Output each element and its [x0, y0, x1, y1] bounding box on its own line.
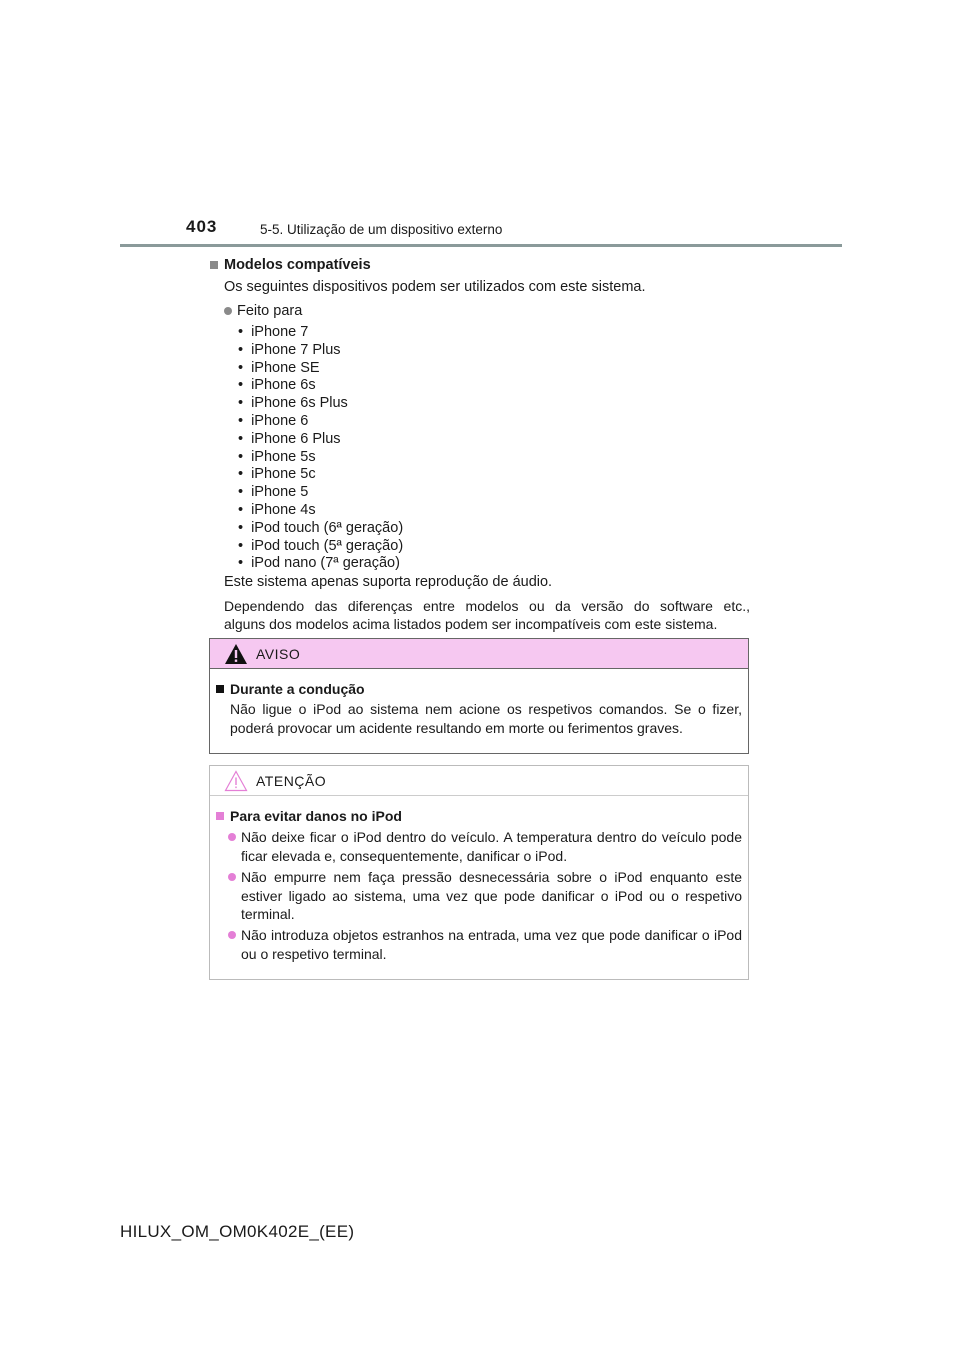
- caution-bullet-text: Não empurre nem faça pressão desnecessária sobre o iPod enquanto este estiver ligado ao sistema, uma vez que pode danificar o iPod ou o respetivo terminal.: [241, 869, 742, 923]
- list-item: • iPhone 6 Plus: [238, 431, 750, 449]
- compat-note-line: Dependendo das diferenças entre modelos ou da versão do software etc.,: [224, 598, 750, 615]
- warning-box: [209, 638, 749, 754]
- caution-heading-text: Para evitar danos no iPod: [230, 808, 402, 824]
- caution-bullet: [216, 828, 742, 865]
- caution-box-body: [210, 796, 748, 963]
- round-bullet-icon: [228, 873, 236, 881]
- list-item: • iPhone 6s Plus: [238, 395, 750, 413]
- device-list: [210, 324, 750, 573]
- caution-box-header: [210, 766, 748, 796]
- section-heading: [210, 255, 750, 275]
- warning-label: AVISO: [256, 645, 301, 662]
- list-item: • iPhone 5: [238, 484, 750, 502]
- page-number: 403: [186, 217, 218, 236]
- caution-label: ATENÇÃO: [256, 772, 327, 789]
- caution-bullet: [216, 926, 742, 963]
- round-bullet-icon: [228, 931, 236, 939]
- list-item: • iPhone 5c: [238, 466, 750, 484]
- list-item: • iPhone 6s: [238, 377, 750, 395]
- caution-heading: [216, 807, 742, 825]
- compat-note-line: alguns dos modelos acima listados podem ser incompatíveis com este sistema.: [224, 616, 718, 633]
- header-rule: [120, 244, 842, 247]
- made-for-label: Feito para: [237, 303, 303, 319]
- compat-note: [210, 597, 750, 633]
- list-item: • iPod touch (6ª geração): [238, 520, 750, 538]
- warning-box-header: [210, 639, 748, 669]
- made-for-bullet: [210, 301, 750, 321]
- caution-bullet-text: Não introduza objetos estranhos na entrada, uma vez que pode danificar o iPod ou o respetivo terminal.: [241, 927, 742, 962]
- caution-box: [209, 765, 749, 980]
- list-item: • iPhone 4s: [238, 502, 750, 520]
- list-item: • iPod nano (7ª geração): [238, 555, 750, 573]
- audio-note: Este sistema apenas suporta reprodução de áudio.: [224, 574, 553, 591]
- caution-bullet-text: Não deixe ficar o iPod dentro do veículo. A temperatura dentro do veículo pode ficar elevada e, consequentemente, danificar o iPod.: [241, 829, 742, 864]
- chapter-title: 5-5. Utilização de um dispositivo externo: [260, 222, 503, 237]
- document-code: HILUX_OM_OM0K402E_(EE): [120, 1222, 355, 1241]
- square-bullet-icon: [216, 685, 224, 693]
- list-item: • iPhone 7 Plus: [238, 342, 750, 360]
- round-bullet-icon: [228, 833, 236, 841]
- list-item: • iPod touch (5ª geração): [238, 538, 750, 556]
- list-item: • iPhone 6: [238, 413, 750, 431]
- caution-triangle-icon: [224, 770, 248, 792]
- warning-heading-text: Durante a condução: [230, 681, 365, 697]
- intro-text: Os seguintes dispositivos podem ser utilizados com este sistema.: [224, 279, 646, 295]
- square-bullet-icon: [216, 812, 224, 820]
- caution-bullet: [216, 868, 742, 923]
- list-item: • iPhone 7: [238, 324, 750, 342]
- section-heading-text: Modelos compatíveis: [224, 257, 371, 273]
- list-item: • iPhone SE: [238, 360, 750, 378]
- square-bullet-icon: [210, 261, 218, 269]
- warning-text: Não ligue o iPod ao sistema nem acione os respetivos comandos. Se o fizer, poderá provocar um acidente resultando em morte ou ferimentos graves.: [230, 701, 742, 736]
- round-bullet-icon: [224, 307, 232, 315]
- main-content: [210, 255, 750, 633]
- warning-triangle-icon: [224, 643, 248, 665]
- list-item: • iPhone 5s: [238, 449, 750, 467]
- warning-heading: [216, 680, 742, 698]
- warning-box-body: [210, 669, 748, 737]
